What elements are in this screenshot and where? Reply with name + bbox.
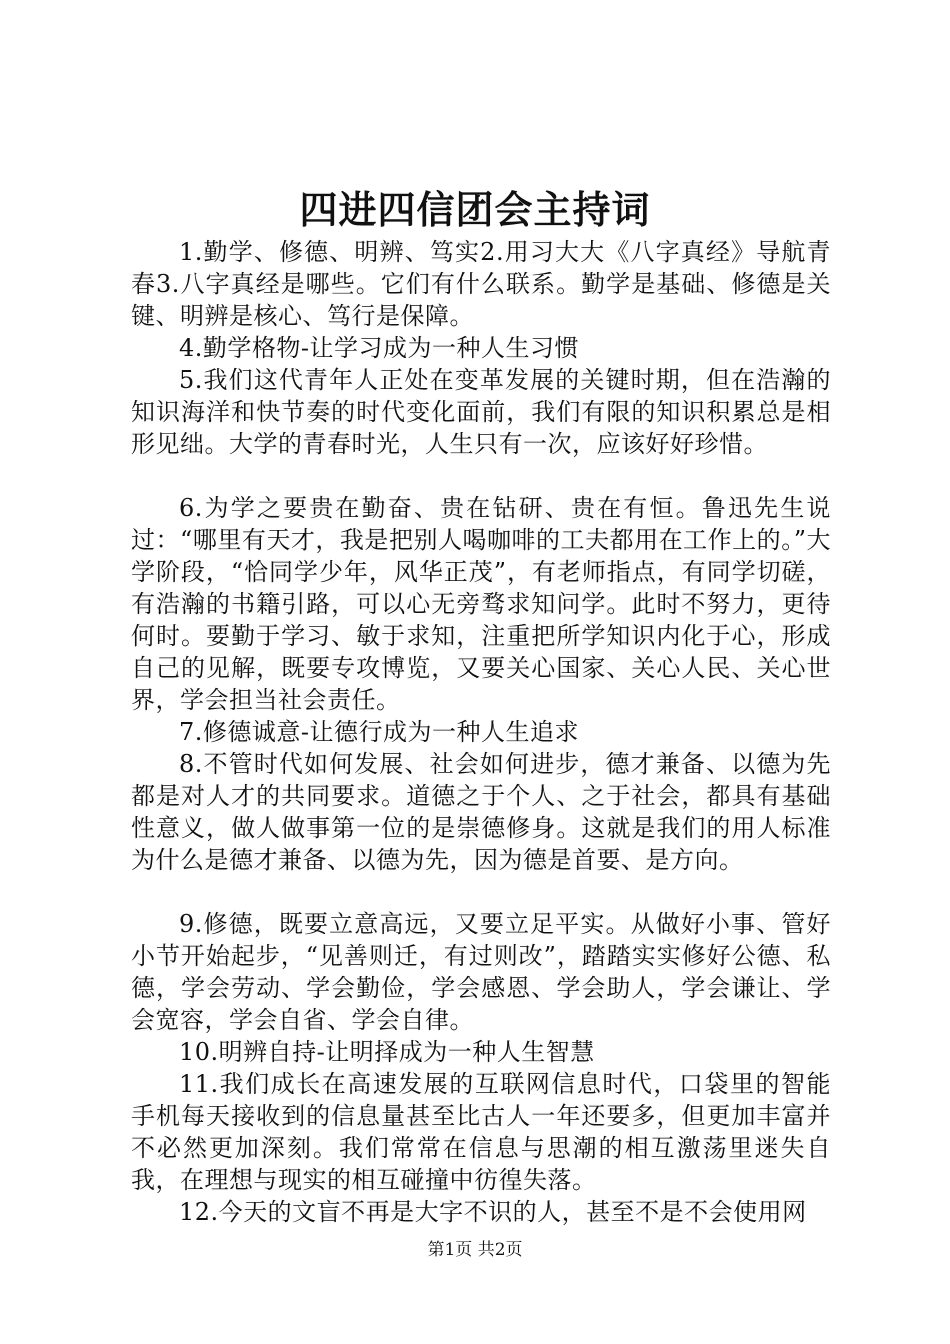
paragraph-3: 5.我们这代青年人正处在变革发展的关键时期，但在浩瀚的知识海洋和快节奏的时代变化面前，我们有限的知识积累总是相形见绌。大学的青春时光，人生只有一次，应该好好珍惜。 — [131, 366, 831, 458]
paragraph-8: 10.明辨自持-让明择成为一种人生智慧 — [179, 1038, 595, 1066]
paragraph-10: 12.今天的文盲不再是大字不识的人，甚至不是不会使用网 — [179, 1198, 807, 1226]
page-number-footer: 第1页 共2页 — [427, 1240, 523, 1260]
paragraph-2: 4.勤学格物-让学习成为一种人生习惯 — [179, 334, 580, 362]
paragraph-7: 9.修德，既要立意高远，又要立足平实。从做好小事、管好小节开始起步，“见善则迁，有过则改”，踏踏实实修好公德、私德，学会劳动、学会勤俭，学会感恩、学会助人，学会谦让、学会宽容，学会自省、学会自律。 — [131, 910, 831, 1034]
paragraph-spacer — [131, 876, 831, 908]
paragraph-6: 8.不管时代如何发展、社会如何进步，德才兼备、以德为先都是对人才的共同要求。道德之于个人、之于社会，都具有基础性意义，做人做事第一位的是崇德修身。这就是我们的用人标准为什么是德才兼备、以德为先，因为德是首要、是方向。 — [131, 750, 831, 874]
paragraph-5: 7.修德诚意-让德行成为一种人生追求 — [179, 718, 580, 746]
document-title: 四进四信团会主持词 — [299, 187, 651, 232]
paragraph-spacer — [131, 460, 831, 492]
paragraph-4: 6.为学之要贵在勤奋、贵在钻研、贵在有恒。鲁迅先生说过：“哪里有天才，我是把别人喝咖啡的工夫都用在工作上的。”大学阶段，“恰同学少年，风华正茂”，有老师指点，有同学切磋，有浩瀚的书籍引路，可以心无旁骛求知问学。此时不努力，更待何时。要勤于学习、敏于求知，注重把所学知识内化于心，形成自己的见解，既要专攻博览，又要关心国家、关心人民、关心世界，学会担当社会责任。 — [131, 494, 831, 714]
document-body — [131, 236, 831, 1228]
paragraph-9: 11.我们成长在高速发展的互联网信息时代，口袋里的智能手机每天接收到的信息量甚至比古人一年还要多，但更加丰富并不必然更加深刻。我们常常在信息与思潮的相互激荡里迷失自我，在理想与现实的相互碰撞中彷徨失落。 — [131, 1070, 831, 1194]
paragraph-1: 1.勤学、修德、明辨、笃实2.用习大大《八字真经》导航青春3.八字真经是哪些。它们有什么联系。勤学是基础、修德是关键、明辨是核心、笃行是保障。 — [131, 238, 831, 330]
